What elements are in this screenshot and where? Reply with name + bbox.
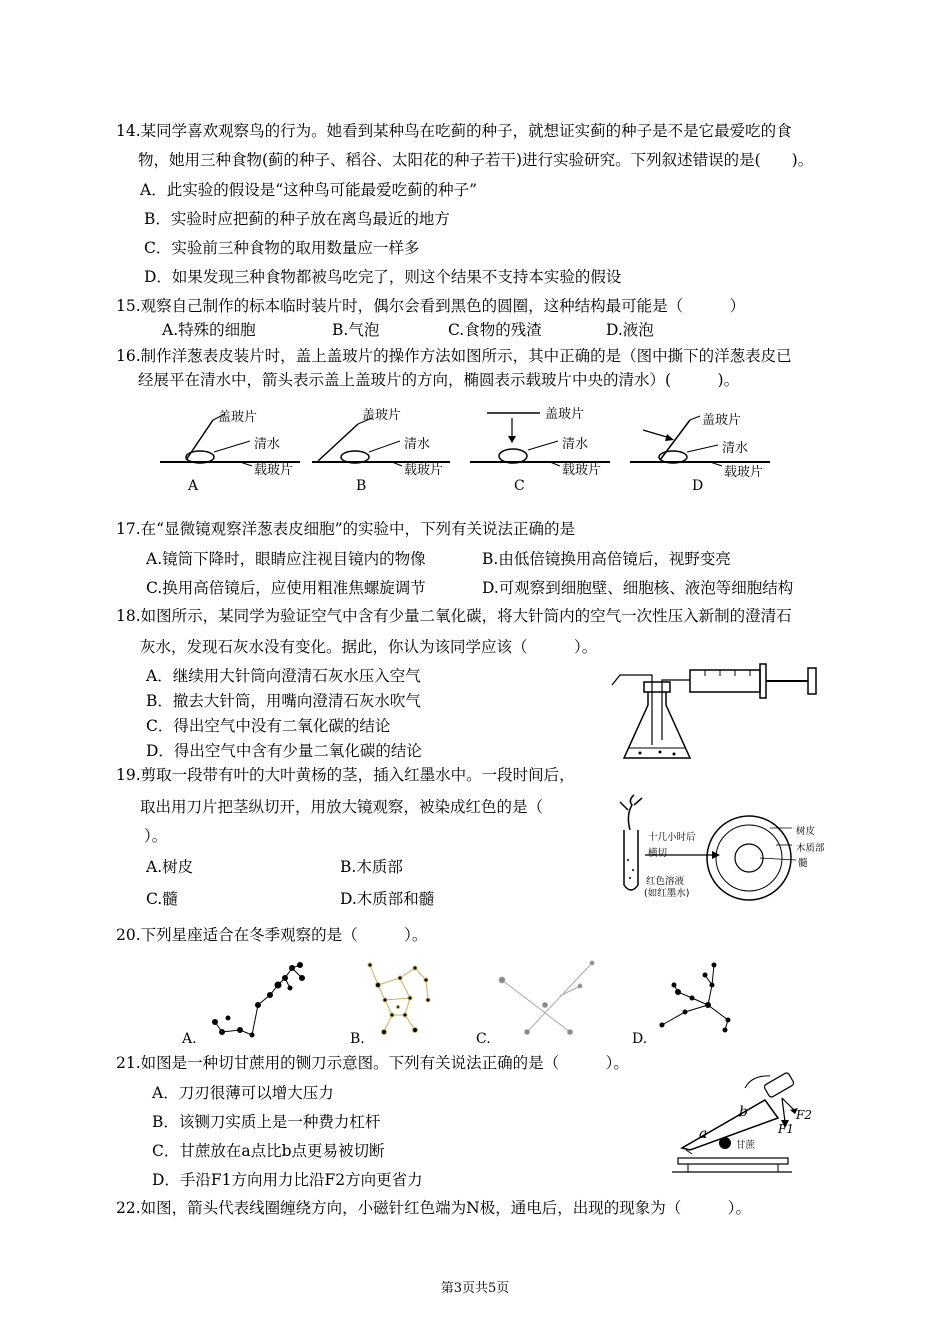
q14-option-d: D．如果发现三种食物都被鸟吃完了，则这个结果不支持本实验的假设 [144,268,622,286]
label-slide-b: 载玻片 [404,463,444,478]
label-water-b: 清水 [404,437,431,452]
label-water-d: 清水 [722,441,749,456]
label-cover-slip-b: 盖玻片 [362,408,402,423]
q19-option-c: C.髓 [146,890,178,908]
q18-stem-line2: 灰水，发现石灰水没有变化。据此，你认为该同学应该（ ）。 [140,638,598,656]
figure-label-b: B [356,478,367,494]
q19-stem-line3: ）。 [144,827,168,845]
label-slide-a: 载玻片 [254,463,294,478]
q18-option-b: B．撤去大针筒，用嘴向澄清石灰水吹气 [146,692,421,710]
q15-stem: 15.观察自己制作的标本临时装片时，偶尔会看到黑色的圆圈，这种结构最可能是（ ） [116,297,746,315]
q15-option-d: D.液泡 [606,321,654,339]
q22-stem: 22.如图，箭头代表线圈缠绕方向，小磁针红色端为N极，通电后，出现的现象为（ ）。 [116,1199,751,1217]
q14-stem-line2: 物，她用三种食物(蓟的种子、稻谷、太阳花的种子若干)进行实验研究。下列叙述错误的是( )。 [138,151,814,169]
label-transverse-cut: 横切 [648,848,668,859]
q19-option-a: A.树皮 [146,858,194,876]
label-pith: 髓 [798,858,808,869]
label-cover-slip-d: 盖玻片 [702,413,742,428]
q16-stem-line1: 16.制作洋葱表皮装片时，盖上盖玻片的操作方法如图所示，其中正确的是（图中撕下的洋葱表皮已 [116,347,792,365]
label-bark: 树皮 [796,826,816,837]
q15-option-c: C.食物的残渣 [448,321,542,339]
q15-option-b: B.气泡 [332,321,380,339]
figure-label-d: D [692,478,704,494]
label-force-f1: F1 [778,1122,794,1136]
constellation-label-b: B. [350,1031,365,1047]
label-point-b: b [739,1104,748,1120]
label-water-a: 清水 [254,437,281,452]
q19-stem-line2: 取出用刀片把茎纵切开，用放大镜观察，被染成红色的是（ [140,798,544,816]
q21-stem: 21.如图是一种切甘蔗用的铡刀示意图。下列有关说法正确的是（ ）。 [116,1054,629,1072]
q17-option-a: A.镜筒下降时，眼睛应注视目镜内的物像 [146,550,426,568]
q14-option-b: B．实验时应把蓟的种子放在离鸟最近的地方 [144,210,450,228]
q18-option-c: C．得出空气中没有二氧化碳的结论 [146,717,391,735]
q14-option-c: C．实验前三种食物的取用数量应一样多 [144,239,420,257]
q18-stem-line1: 18.如图所示，某同学为验证空气中含有少量二氧化碳，将大针筒内的空气一次性压入新制的澄清石 [116,607,792,625]
figure-label-c: C [514,478,525,494]
q19-option-d: D.木质部和髓 [340,890,435,908]
q19-option-b: B.木质部 [340,858,403,876]
q17-option-c: C.换用高倍镜后，应使用粗准焦螺旋调节 [146,579,426,597]
q20-stem: 20.下列星座适合在冬季观察的是（ ）。 [116,926,428,944]
label-water-c: 清水 [562,437,589,452]
q21-option-c: C．甘蔗放在a点比b点更易被切断 [152,1142,385,1160]
label-xylem: 木质部 [796,843,825,854]
label-cover-slip-a: 盖玻片 [218,410,258,425]
label-red-solution: 红色溶液 [646,876,685,887]
label-hours-later: 十几小时后 [648,832,696,843]
q21-option-a: A．刀刃很薄可以增大压力 [152,1084,334,1102]
label-slide-d: 载玻片 [724,465,764,480]
label-red-ink: (如红墨水) [644,888,690,899]
q21-option-d: D．手沿F1方向用力比沿F2方向更省力 [152,1171,423,1189]
label-point-a: a [699,1126,708,1142]
q18-option-a: A．继续用大针筒向澄清石灰水压入空气 [146,667,421,685]
q19-stem-line1: 19.剪取一段带有叶的大叶黄杨的茎，插入红墨水中。一段时间后， [116,766,575,784]
page-footer: 第3页共5页 [440,1281,510,1296]
label-sugarcane: 甘蔗 [736,1140,756,1151]
q14-stem-line1: 14.某同学喜欢观察鸟的行为。她看到某种鸟在吃蓟的种子，就想证实蓟的种子是不是它最爱吃的食 [116,122,792,140]
q17-option-b: B.由低倍镜换用高倍镜后，视野变亮 [482,550,731,568]
label-cover-slip-c: 盖玻片 [545,407,585,422]
constellation-label-c: C. [476,1031,491,1047]
q21-option-b: B．该铡刀实质上是一种费力杠杆 [152,1113,381,1131]
constellation-label-d: D. [632,1031,648,1047]
q15-option-a: A.特殊的细胞 [162,321,256,339]
q17-stem: 17.在“显微镜观察洋葱表皮细胞”的实验中，下列有关说法正确的是 [116,520,576,538]
constellation-label-a: A. [182,1031,197,1047]
q14-option-a: A．此实验的假设是“这种鸟可能最爱吃蓟的种子” [140,181,478,199]
label-force-f2: F2 [796,1108,812,1122]
q17-option-d: D.可观察到细胞壁、细胞核、液泡等细胞结构 [482,579,794,597]
q18-option-d: D．得出空气中含有少量二氧化碳的结论 [146,742,422,760]
q16-stem-line2: 经展平在清水中，箭头表示盖上盖玻片的方向，椭圆表示载玻片中央的清水）( )。 [138,371,740,389]
label-slide-c: 载玻片 [562,463,602,478]
figure-label-a: A [188,478,199,494]
